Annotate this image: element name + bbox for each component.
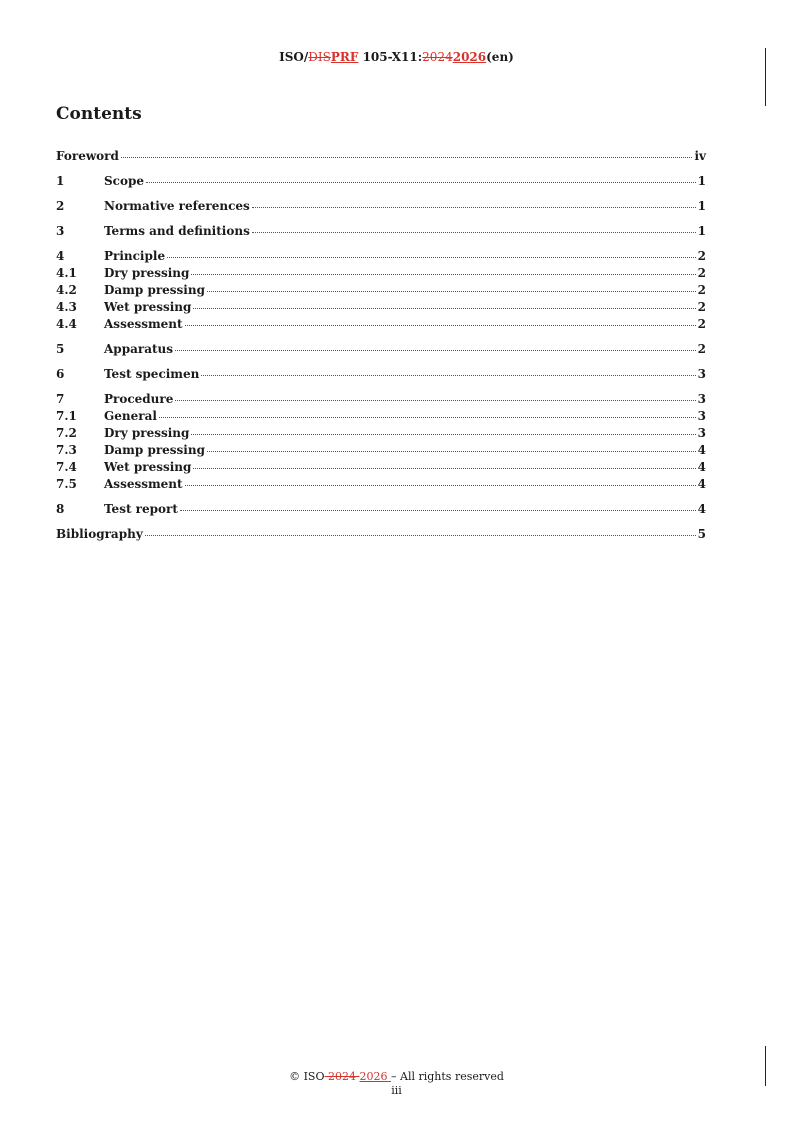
copyright-prefix: © ISO — [289, 1070, 325, 1083]
toc-entry-number: 7.1 — [56, 409, 77, 423]
toc-entry[interactable] — [56, 223, 706, 240]
toc-entry-label: Damp pressing — [104, 283, 205, 297]
header-inserted-stage: PRF — [330, 50, 359, 64]
toc-entry[interactable] — [56, 248, 706, 265]
toc-entry-number: 4 — [56, 249, 65, 263]
toc-entry-page: 3 — [697, 426, 706, 440]
toc-entry-page: 2 — [697, 317, 706, 331]
toc-entry-label: Terms and definitions — [104, 224, 250, 238]
toc-entry-label: Scope — [104, 174, 145, 188]
toc-entry-page: 1 — [697, 199, 706, 213]
toc-entry-label: Apparatus — [104, 342, 173, 356]
toc-entry-number: 2 — [56, 199, 65, 213]
toc-entry[interactable] — [56, 391, 706, 408]
toc-entry-page: 2 — [697, 300, 706, 314]
toc-entry-number: 5 — [56, 342, 65, 356]
toc-entry[interactable] — [56, 425, 706, 442]
toc-entry[interactable] — [56, 198, 706, 215]
toc-entry-number: 8 — [56, 502, 65, 516]
toc-entry-page: 2 — [697, 266, 706, 280]
toc-dot-leader — [193, 468, 695, 469]
toc-entry-number: 7.5 — [56, 477, 77, 491]
toc-entry-number: 6 — [56, 367, 65, 381]
toc-entry-page: iv — [694, 149, 706, 163]
table-of-contents — [56, 148, 706, 543]
toc-entry-number: 7.4 — [56, 460, 77, 474]
toc-dot-leader — [252, 207, 696, 208]
toc-entry-label: Test specimen — [104, 367, 200, 381]
toc-dot-leader — [207, 451, 696, 452]
toc-entry-page: 4 — [697, 502, 706, 516]
page-title: Contents — [56, 104, 142, 124]
toc-entry-label: Wet pressing — [104, 300, 192, 314]
page-footer — [0, 1070, 793, 1098]
header-deleted-year: 2024 — [422, 50, 453, 64]
toc-dot-leader — [191, 274, 695, 275]
toc-dot-leader — [121, 157, 693, 158]
toc-entry-number: 4.4 — [56, 317, 77, 331]
header-deleted-stage: DIS — [308, 50, 331, 64]
toc-dot-leader — [185, 485, 696, 486]
toc-entry-page: 3 — [697, 409, 706, 423]
toc-entry[interactable] — [56, 366, 706, 383]
toc-entry-label: Assessment — [104, 317, 183, 331]
toc-entry[interactable] — [56, 408, 706, 425]
toc-entry-label: Procedure — [104, 392, 174, 406]
toc-entry-label: Normative references — [104, 199, 250, 213]
toc-entry-number: 3 — [56, 224, 65, 238]
toc-entry-page: 5 — [697, 527, 706, 541]
toc-dot-leader — [180, 510, 696, 511]
toc-entry-label: Dry pressing — [104, 266, 190, 280]
toc-dot-leader — [193, 308, 695, 309]
header-prefix: ISO/ — [279, 50, 309, 64]
toc-entry-number: 7 — [56, 392, 65, 406]
header-suffix: (en) — [486, 50, 514, 64]
toc-entry[interactable] — [56, 501, 706, 518]
toc-entry-page: 4 — [697, 477, 706, 491]
footer-inserted-year: 2026 — [359, 1070, 391, 1083]
toc-dot-leader — [207, 291, 696, 292]
toc-entry[interactable] — [56, 459, 706, 476]
toc-entry[interactable] — [56, 173, 706, 190]
toc-dot-leader — [201, 375, 695, 376]
toc-dot-leader — [175, 400, 695, 401]
toc-entry-label: Principle — [104, 249, 166, 263]
toc-entry-page: 2 — [697, 342, 706, 356]
toc-entry-label: General — [104, 409, 157, 423]
toc-entry-number: 1 — [56, 174, 65, 188]
toc-entry[interactable] — [56, 148, 706, 165]
toc-dot-leader — [146, 182, 696, 183]
toc-dot-leader — [252, 232, 696, 233]
toc-entry-label: Assessment — [104, 477, 183, 491]
page-number: iii — [391, 1084, 402, 1097]
toc-entry-page: 2 — [697, 249, 706, 263]
footer-deleted-year: 2024 — [324, 1070, 360, 1083]
toc-dot-leader — [185, 325, 696, 326]
toc-dot-leader — [191, 434, 695, 435]
toc-entry-page: 4 — [697, 443, 706, 457]
toc-entry[interactable] — [56, 282, 706, 299]
toc-entry-label: Bibliography — [56, 527, 143, 541]
document-header — [0, 50, 793, 64]
toc-entry-number: 7.2 — [56, 426, 77, 440]
toc-entry[interactable] — [56, 265, 706, 282]
toc-entry-label: Dry pressing — [104, 426, 190, 440]
toc-dot-leader — [145, 535, 696, 536]
toc-entry-label: Damp pressing — [104, 443, 205, 457]
footer-rights: – All rights reserved — [391, 1070, 504, 1083]
toc-entry[interactable] — [56, 476, 706, 493]
toc-entry-page: 4 — [697, 460, 706, 474]
toc-entry[interactable] — [56, 442, 706, 459]
toc-entry-number: 7.3 — [56, 443, 77, 457]
copyright-line — [0, 1070, 793, 1084]
header-inserted-year: 2026 — [452, 50, 487, 64]
toc-entry-number: 4.2 — [56, 283, 77, 297]
toc-entry-page: 1 — [697, 174, 706, 188]
toc-dot-leader — [175, 350, 696, 351]
toc-entry-page: 3 — [697, 367, 706, 381]
toc-entry[interactable] — [56, 299, 706, 316]
toc-entry[interactable] — [56, 316, 706, 333]
toc-entry-label: Wet pressing — [104, 460, 192, 474]
toc-entry[interactable] — [56, 341, 706, 358]
toc-entry-page: 1 — [697, 224, 706, 238]
toc-dot-leader — [159, 417, 696, 418]
toc-entry-label: Foreword — [56, 149, 119, 163]
toc-entry-page: 3 — [697, 392, 706, 406]
toc-dot-leader — [167, 257, 696, 258]
toc-entry-page: 2 — [697, 283, 706, 297]
toc-entry[interactable] — [56, 526, 706, 543]
toc-entry-number: 4.3 — [56, 300, 77, 314]
toc-entry-label: Test report — [104, 502, 178, 516]
header-mid: 105-X11: — [358, 50, 423, 64]
toc-entry-number: 4.1 — [56, 266, 77, 280]
